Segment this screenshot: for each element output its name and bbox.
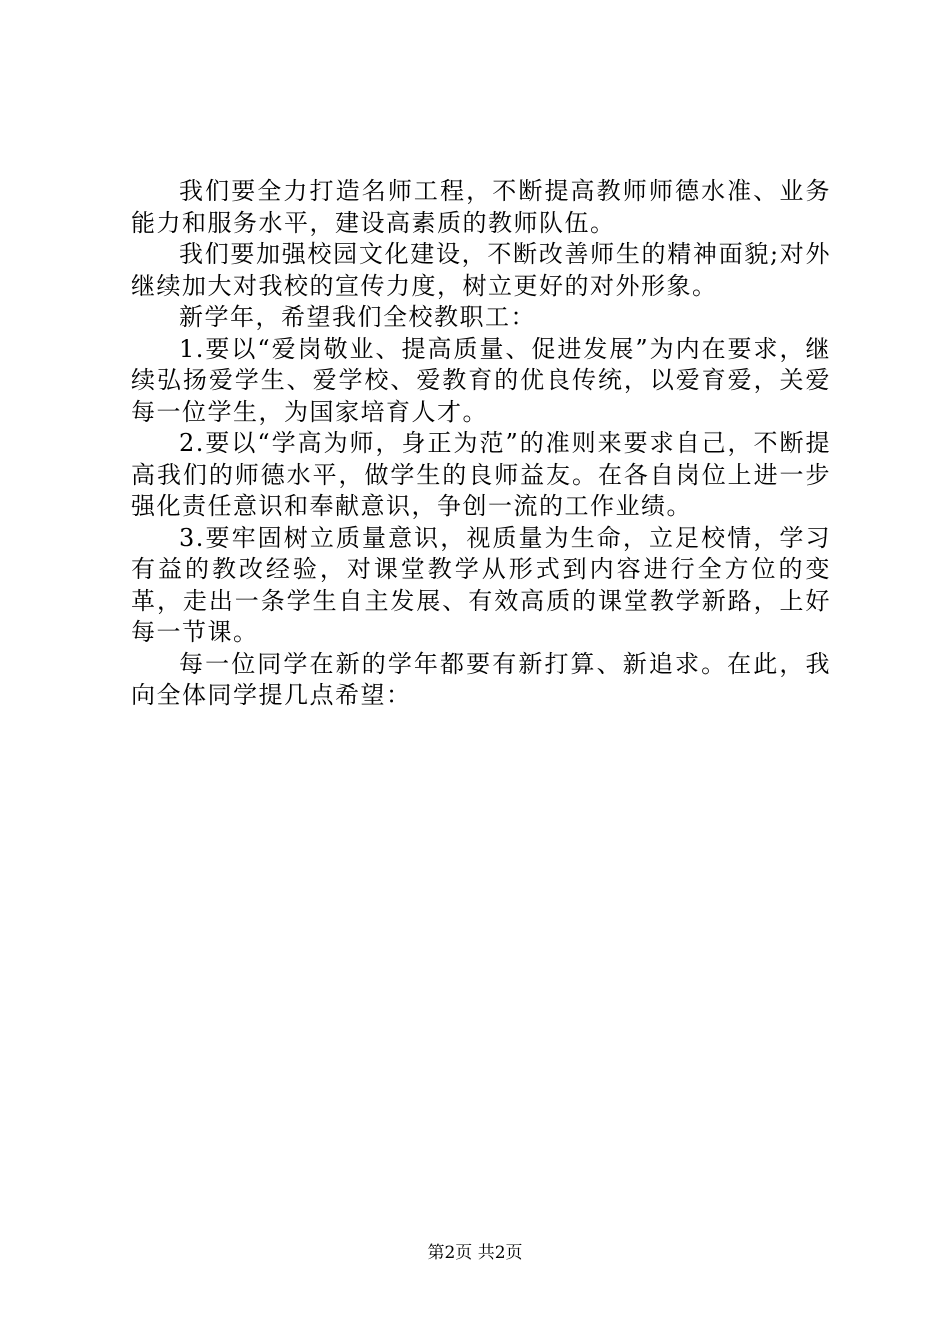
page-number-footer: 第2页 共2页: [427, 1243, 523, 1263]
body-text: [131, 176, 831, 712]
paragraph-student-hopes-intro: 每一位同学在新的学年都要有新打算、新追求。在此，我向全体同学提几点希望：: [131, 649, 831, 709]
paragraph-campus-culture: 我们要加强校园文化建设，不断改善师生的精神面貌;对外继续加大对我校的宣传力度，树立更好的对外形象。: [131, 240, 831, 300]
paragraph-staff-hope-2: 2.要以“学高为师，身正为范”的准则来要求自己，不断提高我们的师德水平，做学生的良师益友。在各自岗位上进一步强化责任意识和奉献意识，争创一流的工作业绩。: [131, 429, 831, 520]
paragraph-teacher-project: 我们要全力打造名师工程，不断提高教师师德水准、业务能力和服务水平，建设高素质的教师队伍。: [131, 177, 831, 237]
paragraph-staff-hopes-intro: 新学年，希望我们全校教职工：: [179, 303, 536, 331]
paragraph-staff-hope-1: 1.要以“爱岗敬业、提高质量、促进发展”为内在要求，继续弘扬爱学生、爱学校、爱教育的优良传统，以爱育爱，关爱每一位学生，为国家培育人才。: [131, 334, 831, 426]
paragraph-staff-hope-3: 3.要牢固树立质量意识，视质量为生命，立足校情，学习有益的教改经验，对课堂教学从形式到内容进行全方位的变革，走出一条学生自主发展、有效高质的课堂教学新路，上好每一节课。: [131, 523, 831, 646]
